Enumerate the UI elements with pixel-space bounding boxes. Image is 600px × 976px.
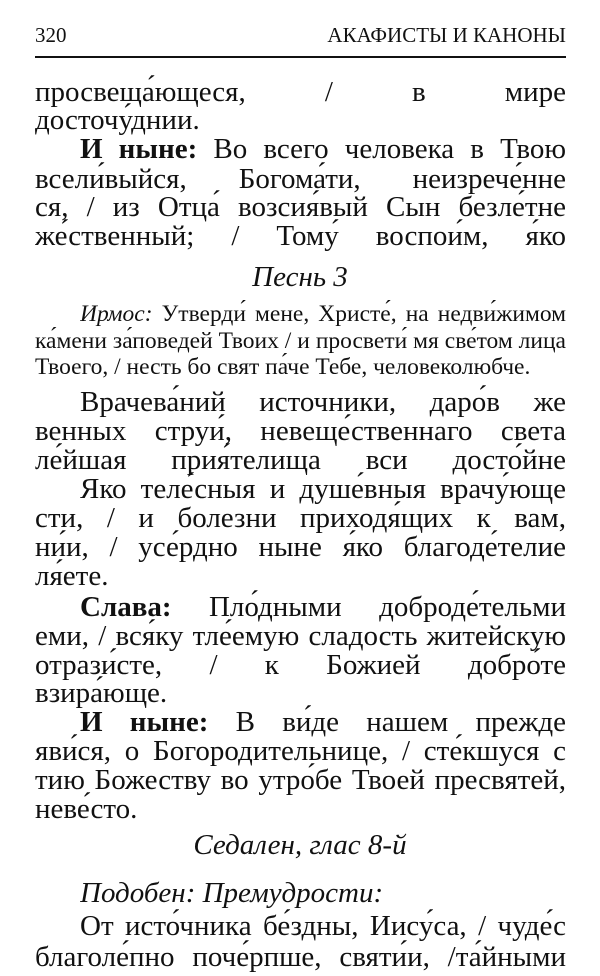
text-line: яви́ся, о Богородительнице, / сте́кшуся с (35, 735, 566, 767)
text-line (80, 132, 566, 166)
text-line: сти, / и болезни приходя́щих к вам, (35, 502, 566, 534)
text-line: От исто́чника бе́здны, Иису́са, / чуде́с (80, 910, 566, 942)
text-line: ни́и, / усе́рдно ныне я́ко благоде́телие (35, 531, 566, 563)
text-line: Твоего, / несть бо свят па́че Тебе, человеколюбче. (35, 354, 531, 380)
text-line: Яко теле́сныя и душе́вныя врачу́юще (80, 473, 566, 505)
ode-heading: Песнь 3 (252, 261, 348, 293)
text-line: ка́мени за́поведей Твоих / и просвети́ мя све́том лица (35, 328, 566, 354)
text-line (80, 300, 566, 328)
text-line: ле́йшая прия́телища вси досто́йне (35, 444, 566, 476)
text-span: В ви́де нашем прежде (235, 706, 566, 738)
text-span: Утверди́ мене, Христе́, на недви́жимом (152, 301, 566, 327)
bold-label: И ныне: (80, 706, 209, 738)
text-line: отрази́сте, / к Божией добро́те (35, 649, 566, 681)
bold-label: Слава: (80, 591, 172, 623)
text-line: ся, / из Отца́ возсия́вый Сын безле́тне (35, 191, 566, 223)
sedalen-heading: Седален, глас 8-й (193, 829, 407, 861)
bold-label: И ныне: (80, 133, 198, 165)
text-line: досточу́днии. (35, 104, 200, 136)
header-rule (35, 56, 566, 58)
text-line: ля́ете. (35, 560, 109, 592)
text-line: просвеща́ющеся, / в мире (35, 76, 566, 108)
text-line: благоле́пно поче́рпше, святи́и, /та́йными (35, 941, 566, 973)
text-line: тию Божеству во утро́бе Твоей пресвятей, (35, 764, 566, 796)
text-span: Во всего человека в Твою (213, 133, 566, 165)
page-number: 320 (35, 23, 67, 47)
text-line: неве́сто. (35, 793, 138, 825)
running-title: АКАФИСТЫ И КАНОНЫ (327, 23, 566, 47)
text-line: всели́выйся, Богома́ти, неизрече́нне (35, 163, 566, 195)
text-line: же́ственный; / Тому́ воспои́м, я́ко (35, 220, 566, 252)
text-line: еми, / вся́ку тле́емую сладость житейскую (35, 620, 566, 652)
text-line: венных струи́, невеще́ственнаго света (35, 415, 566, 447)
irmos-label: Ирмос: (80, 301, 153, 327)
text-span: Пло́дными доброде́тельми (208, 591, 566, 623)
text-line: Врачева́ний источники, даро́в же (80, 386, 566, 418)
podoben-line: Подобен: Премудрости: (80, 877, 384, 909)
text-line: взира́юще. (35, 677, 168, 709)
